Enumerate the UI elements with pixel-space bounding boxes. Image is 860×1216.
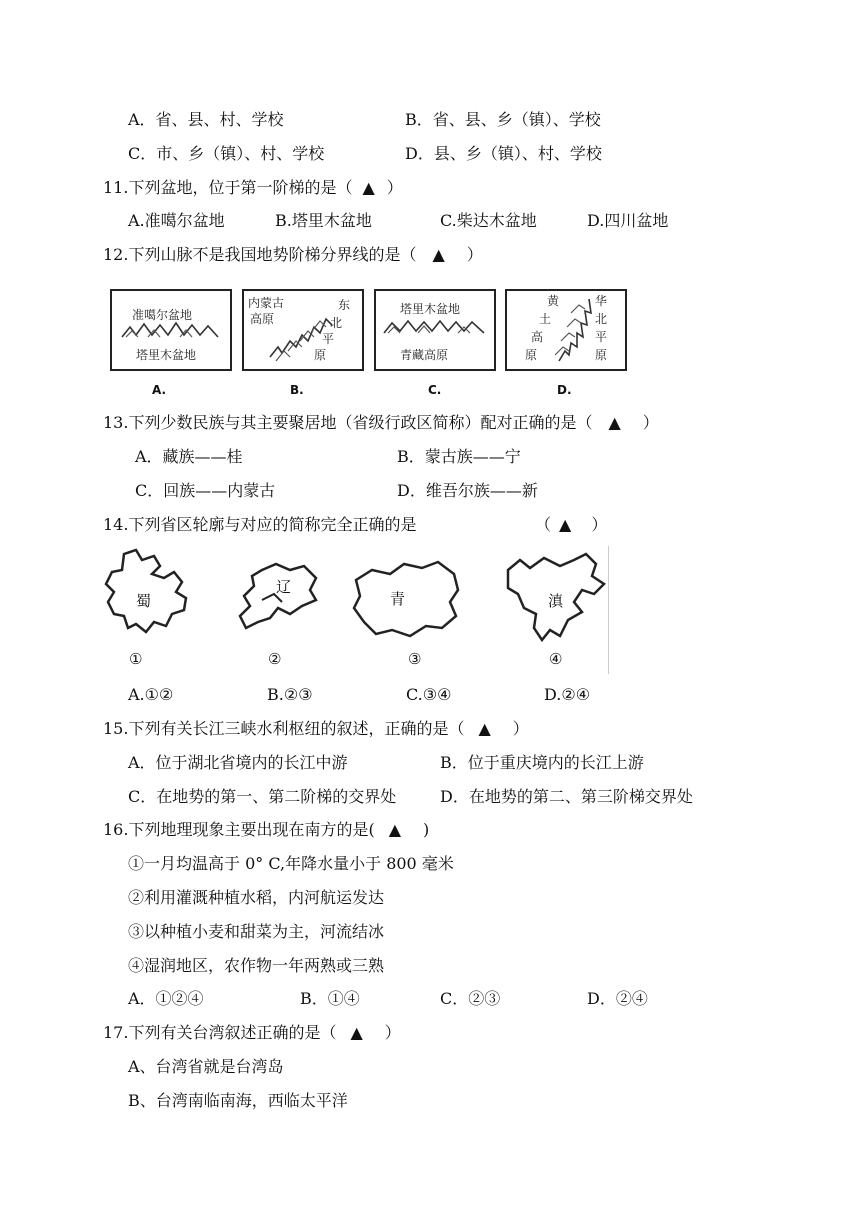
answer-triangle-icon: ▲ — [350, 1023, 363, 1042]
q14-option-b: B.②③ — [267, 685, 313, 704]
q14-map-1 — [100, 544, 200, 644]
province-outline — [354, 562, 458, 636]
q13-option-a: A．藏族——桂 — [135, 447, 243, 466]
q12-d-label-6: 北 — [595, 312, 608, 326]
q14-map-4-num: ④ — [549, 650, 563, 668]
q14-map-2-abbr: 辽 — [276, 578, 292, 596]
q12-caption-c: C. — [428, 383, 442, 397]
q12-d-label-8: 原 — [595, 348, 608, 362]
figure-divider — [608, 546, 609, 674]
q17-stem — [103, 1022, 401, 1044]
q14-option-d: D.②④ — [544, 685, 591, 704]
answer-triangle-icon: ▲ — [608, 413, 621, 432]
q17-option-a: A、台湾省就是台湾岛 — [128, 1057, 284, 1076]
q12-b-label-3: 东 — [338, 298, 351, 312]
q15-close: ） — [512, 719, 529, 738]
answer-triangle-icon: ▲ — [478, 719, 491, 738]
q12-figure-a — [110, 289, 232, 371]
q12-b-label-6: 原 — [314, 348, 327, 362]
q11-option-a: A.准噶尔盆地 — [128, 211, 225, 230]
q13-option-b: B．蒙古族——宁 — [397, 447, 521, 466]
q13-option-d: D．维吾尔族——新 — [397, 481, 538, 500]
q16-option-d: D．②④ — [587, 989, 648, 1008]
q10-option-c: C．市、乡（镇）、村、学校 — [128, 144, 325, 163]
q16-item-4: ④湿润地区，农作物一年两熟或三熟 — [128, 956, 385, 975]
answer-triangle-icon: ▲ — [362, 178, 375, 197]
q11-stem-text: 11.下列盆地，位于第一阶梯的是（ — [103, 178, 353, 197]
q12-caption-a: A. — [152, 383, 167, 397]
q14-answer-blank — [535, 514, 607, 536]
q12-b-label-5: 平 — [322, 332, 335, 346]
q15-option-c: C．在地势的第一、第二阶梯的交界处 — [128, 787, 397, 806]
q12-d-label-2: 土 — [539, 312, 552, 326]
q14-map-1-num: ① — [129, 650, 143, 668]
q14-option-c: C.③④ — [406, 685, 452, 704]
q14-close: ） — [591, 515, 608, 534]
q10-option-d: D．县、乡（镇）、村、学校 — [405, 144, 602, 163]
q15-option-b: B．位于重庆境内的长江上游 — [440, 753, 644, 772]
q11-stem — [103, 177, 403, 199]
q10-option-a: A．省、县、村、学校 — [128, 110, 284, 129]
q14-option-a: A.①② — [128, 685, 174, 704]
province-outline — [240, 564, 316, 628]
q12-figure-b — [242, 289, 364, 371]
q17-close: ） — [384, 1023, 401, 1042]
q16-option-c: C．②③ — [440, 989, 501, 1008]
q10-option-b: B．省、县、乡（镇）、学校 — [405, 110, 601, 129]
q16-item-2: ②利用灌溉种植水稻，内河航运发达 — [128, 888, 385, 907]
q17-stem-text: 17.下列有关台湾叙述正确的是（ — [103, 1023, 337, 1042]
q11-option-d: D.四川盆地 — [587, 211, 669, 230]
q14-map-2-num: ② — [268, 650, 282, 668]
q17-option-b: B、台湾南临南海，西临太平洋 — [128, 1091, 348, 1110]
q14-map-1-abbr: 蜀 — [136, 592, 152, 610]
q12-c-label-1: 塔里木盆地 — [400, 302, 461, 316]
q12-caption-b: B. — [290, 383, 304, 397]
province-outline — [106, 550, 186, 632]
q14-map-3 — [346, 556, 466, 646]
q16-close: ) — [423, 820, 430, 839]
q12-a-label-1: 准噶尔盆地 — [132, 308, 193, 322]
q12-b-label-2: 高原 — [250, 312, 275, 326]
q16-stem — [103, 819, 429, 841]
answer-triangle-icon: ▲ — [388, 820, 402, 839]
q14-map-4-abbr: 滇 — [548, 592, 564, 610]
q13-stem-text: 13.下列少数民族与其主要聚居地（省级行政区简称）配对正确的是（ — [103, 413, 593, 432]
q12-c-label-2: 青藏高原 — [400, 348, 449, 362]
q12-a-label-2: 塔里木盆地 — [136, 348, 197, 362]
q12-d-label-1: 黄 — [547, 294, 560, 308]
q13-option-c: C．回族——内蒙古 — [135, 481, 276, 500]
q12-close: ） — [466, 245, 483, 264]
q11-option-c: C.柴达木盆地 — [440, 211, 537, 230]
q12-stem-text: 12.下列山脉不是我国地势阶梯分界线的是（ — [103, 245, 417, 264]
q12-figure-d — [505, 289, 627, 371]
q13-stem — [103, 412, 659, 434]
q15-stem-text: 15.下列有关长江三峡水利枢纽的叙述，正确的是（ — [103, 719, 465, 738]
q12-d-label-7: 平 — [595, 330, 608, 344]
q14-map-3-num: ③ — [408, 650, 422, 668]
q12-b-label-4: 北 — [330, 316, 343, 330]
q12-b-label-1: 内蒙古 — [248, 296, 285, 310]
q12-figure-c — [374, 289, 496, 371]
q14-open: （ — [535, 515, 552, 534]
q11-option-b: B.塔里木盆地 — [275, 211, 372, 230]
q15-option-d: D．在地势的第二、第三阶梯交界处 — [440, 787, 693, 806]
q14-stem-text: 14.下列省区轮廓与对应的简称完全正确的是 — [103, 515, 417, 534]
q12-d-label-5: 华 — [595, 294, 608, 308]
q15-stem — [103, 718, 529, 740]
q12-d-label-3: 高 — [531, 330, 544, 344]
q12-stem — [103, 244, 483, 266]
q13-close: ） — [642, 413, 659, 432]
q14-stem — [103, 514, 416, 536]
q14-map-3-abbr: 青 — [390, 590, 406, 608]
q15-option-a: A．位于湖北省境内的长江中游 — [128, 753, 348, 772]
answer-triangle-icon: ▲ — [559, 515, 572, 534]
q14-map-2 — [232, 556, 324, 638]
q16-option-a: A．①②④ — [128, 989, 204, 1008]
answer-triangle-icon: ▲ — [432, 245, 445, 264]
q16-item-3: ③以种植小麦和甜菜为主，河流结冰 — [128, 922, 385, 941]
q16-item-1: ①一月均温高于 0° C,年降水量小于 800 毫米 — [128, 854, 454, 873]
q12-d-label-4: 原 — [525, 348, 538, 362]
q11-close: ） — [386, 178, 403, 197]
q16-stem-text: 16.下列地理现象主要出现在南方的是( — [103, 820, 375, 839]
q12-caption-d: D. — [557, 383, 572, 397]
q14-map-4 — [500, 550, 610, 646]
q16-option-b: B．①④ — [300, 989, 360, 1008]
